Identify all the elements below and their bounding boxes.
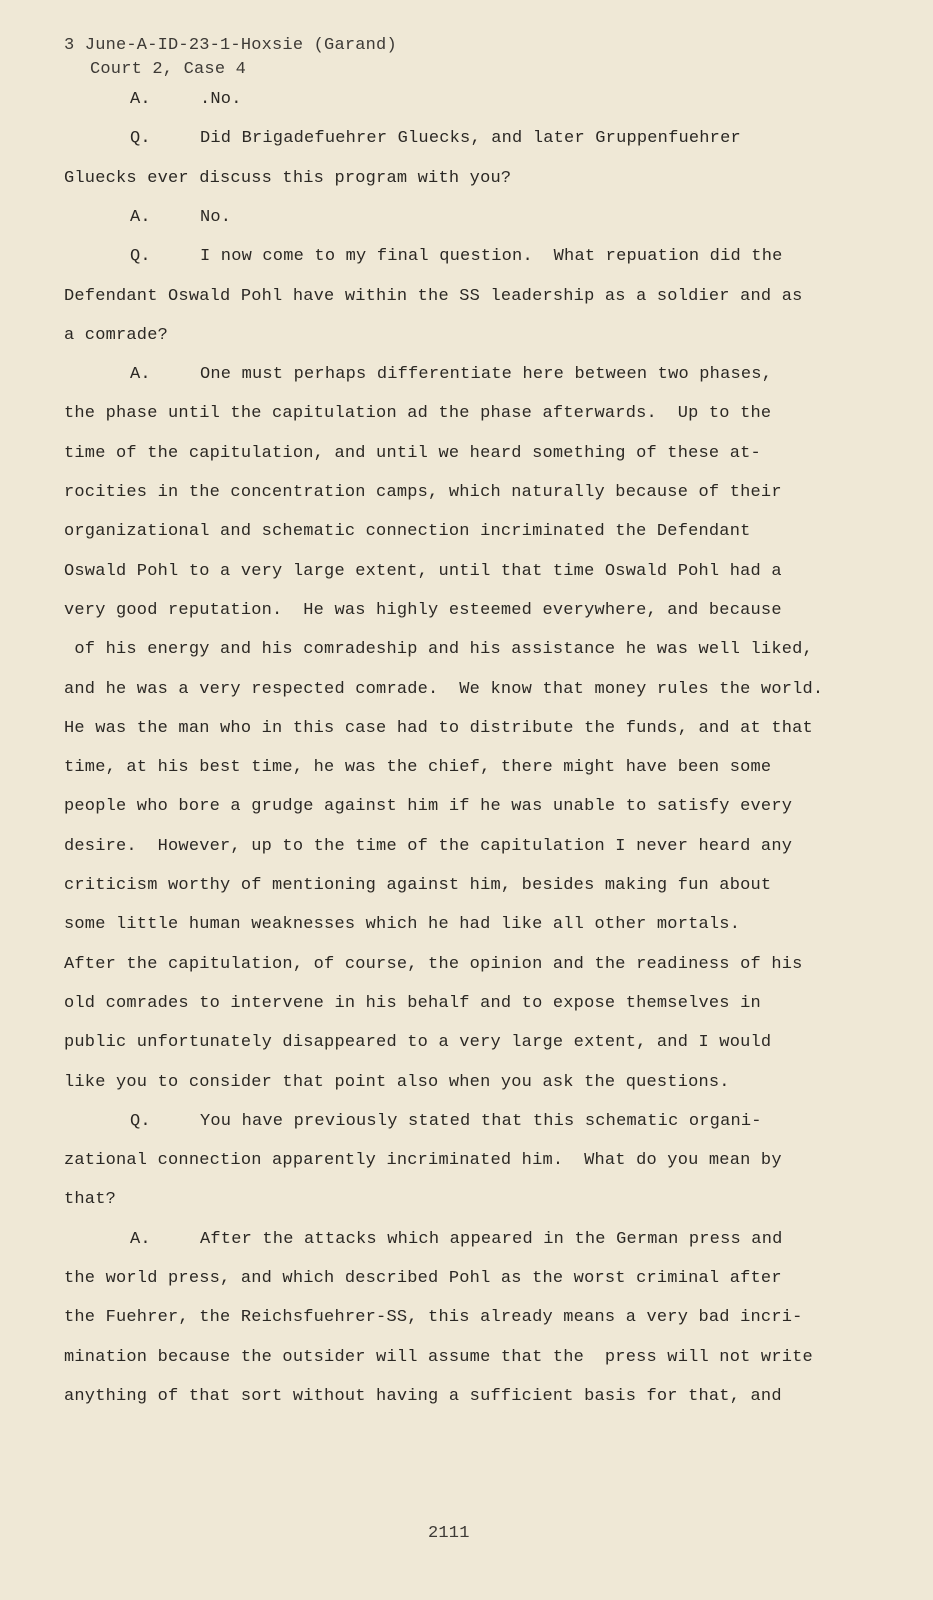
paragraph-line: He was the man who in this case had to distribute the funds, and at that — [64, 719, 813, 738]
paragraph-line: After the capitulation, of course, the opinion and the readiness of his — [64, 955, 803, 974]
speaker-label: Q. — [130, 129, 151, 148]
paragraph-line: Defendant Oswald Pohl have within the SS leadership as a soldier and as — [64, 287, 803, 306]
speaker-label: A. — [130, 90, 151, 109]
paragraph-line: like you to consider that point also when you ask the questions. — [64, 1073, 730, 1092]
paragraph-line: anything of that sort without having a sufficient basis for that, and — [64, 1387, 782, 1406]
paragraph-first-line: I now come to my final question. What repuation did the — [200, 247, 783, 266]
speaker-label: Q. — [130, 247, 151, 266]
paragraph-line: some little human weaknesses which he had like all other mortals. — [64, 915, 741, 934]
paragraph-first-line: One must perhaps differentiate here between two phases, — [200, 365, 773, 384]
speaker-label: A. — [130, 1230, 151, 1249]
paragraph-line: the world press, and which described Pohl as the worst criminal after — [64, 1269, 782, 1288]
paragraph-line: the phase until the capitulation ad the phase afterwards. Up to the — [64, 404, 772, 423]
paragraph-first-line: No. — [200, 208, 232, 227]
paragraph-line: time, at his best time, he was the chief, there might have been some — [64, 758, 772, 777]
paragraph-line: Gluecks ever discuss this program with you? — [64, 169, 512, 188]
paragraph-line: organizational and schematic connection incriminated the Defendant — [64, 522, 751, 541]
paragraph-first-line: You have previously stated that this schematic organi- — [200, 1112, 762, 1131]
paragraph-first-line: After the attacks which appeared in the German press and — [200, 1230, 783, 1249]
paragraph-line: very good reputation. He was highly esteemed everywhere, and because — [64, 601, 782, 620]
paragraph-line: of his energy and his comradeship and his assistance he was well liked, — [64, 640, 813, 659]
paragraph-line: the Fuehrer, the Reichsfuehrer-SS, this already means a very bad incri- — [64, 1308, 803, 1327]
speaker-label: A. — [130, 365, 151, 384]
paragraph-line: public unfortunately disappeared to a very large extent, and I would — [64, 1033, 772, 1052]
paragraph-line: time of the capitulation, and until we heard something of these at- — [64, 444, 761, 463]
paragraph-line: a comrade? — [64, 326, 169, 345]
header-court-case: Court 2, Case 4 — [90, 60, 247, 79]
paragraph-line: zational connection apparently incriminated him. What do you mean by — [64, 1151, 782, 1170]
paragraph-line: criticism worthy of mentioning against him, besides making fun about — [64, 876, 772, 895]
paragraph-first-line: Did Brigadefuehrer Gluecks, and later Gruppenfuehrer — [200, 129, 741, 148]
paragraph-line: people who bore a grudge against him if he was unable to satisfy every — [64, 797, 793, 816]
header-case-reference: 3 June-A-ID-23-1-Hoxsie (Garand) — [64, 36, 397, 55]
speaker-label: Q. — [130, 1112, 151, 1131]
paragraph-line: Oswald Pohl to a very large extent, until that time Oswald Pohl had a — [64, 562, 782, 581]
paragraph-line: that? — [64, 1190, 117, 1209]
paragraph-line: old comrades to intervene in his behalf and to expose themselves in — [64, 994, 761, 1013]
paragraph-line: mination because the outsider will assume that the press will not write — [64, 1348, 813, 1367]
page-number: 2111 — [428, 1524, 470, 1543]
paragraph-line: rocities in the concentration camps, which naturally because of their — [64, 483, 782, 502]
paragraph-line: desire. However, up to the time of the capitulation I never heard any — [64, 837, 793, 856]
speaker-label: A. — [130, 208, 151, 227]
paragraph-first-line: .No. — [200, 90, 242, 109]
paragraph-line: and he was a very respected comrade. We know that money rules the world. — [64, 680, 824, 699]
